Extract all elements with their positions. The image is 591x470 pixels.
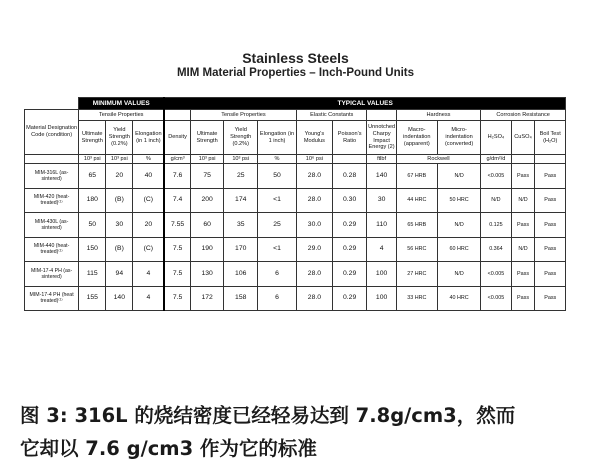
table-cell: N/D	[437, 164, 480, 189]
table-cell: <0.005	[481, 262, 511, 287]
figure-caption-line-2: 它却以 7.6 g/cm3 作为它的标准	[20, 437, 317, 460]
table-cell: 158	[224, 286, 258, 311]
material-cell: MIM-17-4 PH (as-sintered)	[25, 262, 79, 287]
table-cell: (C)	[133, 188, 164, 213]
material-cell: MIM-316L (as-sintered)	[25, 164, 79, 189]
minimum-values-header: MINIMUM VALUES	[79, 98, 165, 110]
ultimate-min-header: Ultimate Strength	[79, 121, 106, 155]
density-header: Density	[164, 121, 190, 155]
table-cell: 190	[190, 237, 224, 262]
yield-min-header: Yield Strength (0.2%)	[106, 121, 133, 155]
table-cell: 28.0	[297, 164, 333, 189]
material-cell: MIM-430L (as-sintered)	[25, 213, 79, 238]
table-cell: 110	[367, 213, 396, 238]
table-cell: 7.5	[164, 286, 190, 311]
table-cell: 20	[133, 213, 164, 238]
table-cell: (B)	[106, 237, 133, 262]
table-cell: 65	[79, 164, 106, 189]
table-cell: N/D	[511, 237, 535, 262]
table-cell: Pass	[511, 286, 535, 311]
table-cell: 140	[106, 286, 133, 311]
table-cell: 28.0	[297, 262, 333, 287]
unit-cell: 10³ psi	[106, 155, 133, 164]
table-cell: 172	[190, 286, 224, 311]
table-row	[25, 188, 566, 213]
table-cell: 50 HRC	[437, 188, 480, 213]
material-cell: MIM-440 (heat-treated)⁽¹⁾	[25, 237, 79, 262]
cuso4-header: CuSO₄	[511, 121, 535, 155]
table-cell: <0.005	[481, 286, 511, 311]
youngs-modulus-header: Young's Modulus	[297, 121, 333, 155]
unit-cell: %	[258, 155, 297, 164]
table-cell: 28.0	[297, 286, 333, 311]
material-cell: MIM-420 (heat-treated)⁽¹⁾	[25, 188, 79, 213]
table-cell: 0.29	[332, 213, 367, 238]
table-cell: 140	[367, 164, 396, 189]
table-cell: N/D	[511, 188, 535, 213]
table-cell: 0.28	[332, 164, 367, 189]
table-cell: 0.364	[481, 237, 511, 262]
table-cell: 56 HRC	[396, 237, 437, 262]
table-cell: 67 HRB	[396, 164, 437, 189]
table-cell: 28.0	[297, 188, 333, 213]
table-cell: 94	[106, 262, 133, 287]
table-cell: 7.6	[164, 164, 190, 189]
table-cell: 0.29	[332, 286, 367, 311]
elongation-min-header: Elongation (in 1 inch)	[133, 121, 164, 155]
micro-indentation-header: Micro-indentation (converted)	[437, 121, 480, 155]
table-cell: 130	[190, 262, 224, 287]
table-cell: 20	[106, 164, 133, 189]
table-cell: 100	[367, 286, 396, 311]
table-cell: 100	[367, 262, 396, 287]
table-cell: 174	[224, 188, 258, 213]
table-cell: 35	[224, 213, 258, 238]
macro-indentation-header: Macro-indentation (apparent)	[396, 121, 437, 155]
table-cell: 40	[133, 164, 164, 189]
table-cell: Pass	[535, 286, 566, 311]
table-cell: 6	[258, 286, 297, 311]
unit-cell: Rockwell	[396, 155, 481, 164]
table-cell: 60	[190, 213, 224, 238]
table-row	[25, 213, 566, 238]
table-cell: Pass	[511, 213, 535, 238]
yield-typ-header: Yield Strength (0.2%)	[224, 121, 258, 155]
table-cell: 6	[258, 262, 297, 287]
table-cell: (B)	[106, 188, 133, 213]
table-cell: 75	[190, 164, 224, 189]
table-cell: 50	[258, 164, 297, 189]
boil-test-header: Boil Test (H₂O)	[535, 121, 566, 155]
table-cell: 170	[224, 237, 258, 262]
hardness-group: Hardness	[396, 110, 481, 121]
elastic-group: Elastic Constants	[297, 110, 367, 121]
unit-cell: 10³ psi	[79, 155, 106, 164]
table-cell: 4	[133, 262, 164, 287]
tensile-min-group: Tensile Properties	[79, 110, 165, 121]
table-cell: <1	[258, 237, 297, 262]
unit-cell: g/cm³	[164, 155, 190, 164]
table-cell: 7.55	[164, 213, 190, 238]
charpy-header: Unnotched Charpy Impact Energy (2)	[367, 121, 396, 155]
h2so4-header: H₂SO₄	[481, 121, 511, 155]
table-cell: 7.5	[164, 262, 190, 287]
table-cell: 60 HRC	[437, 237, 480, 262]
table-cell: N/D	[481, 188, 511, 213]
table-cell: N/D	[437, 262, 480, 287]
table-cell: 155	[79, 286, 106, 311]
table-cell: 4	[367, 237, 396, 262]
table-cell: 0.29	[332, 237, 367, 262]
table-cell: (C)	[133, 237, 164, 262]
table-cell: 7.4	[164, 188, 190, 213]
table-cell: 106	[224, 262, 258, 287]
tensile-typ-group: Tensile Properties	[190, 110, 296, 121]
unit-cell: 10³ psi	[224, 155, 258, 164]
unit-cell: %	[133, 155, 164, 164]
table-cell: 50	[79, 213, 106, 238]
document-title: Stainless Steels	[242, 50, 349, 66]
table-cell: 65 HRB	[396, 213, 437, 238]
table-cell: 200	[190, 188, 224, 213]
table-row	[25, 237, 566, 262]
table-cell: <0.005	[481, 164, 511, 189]
table-cell: 180	[79, 188, 106, 213]
table-cell: 0.29	[332, 262, 367, 287]
table-cell: Pass	[535, 237, 566, 262]
corrosion-group: Corrosion Resistance	[481, 110, 566, 121]
table-cell: 25	[258, 213, 297, 238]
typical-values-header: TYPICAL VALUES	[164, 98, 565, 110]
table-cell: N/D	[437, 213, 480, 238]
table-cell: 30.0	[297, 213, 333, 238]
table-cell: 0.125	[481, 213, 511, 238]
table-cell: 30	[106, 213, 133, 238]
table-cell: 0.30	[332, 188, 367, 213]
unit-cell: ftlbf	[367, 155, 396, 164]
table-cell: 44 HRC	[396, 188, 437, 213]
table-row	[25, 262, 566, 287]
figure-caption-line-1: 图 3: 316L 的烧结密度已经轻易达到 7.8g/cm3，然而	[20, 404, 516, 427]
table-row	[25, 286, 566, 311]
table-cell: 25	[224, 164, 258, 189]
ultimate-typ-header: Ultimate Strength	[190, 121, 224, 155]
table-cell: 115	[79, 262, 106, 287]
table-cell: 33 HRC	[396, 286, 437, 311]
table-cell: 27 HRC	[396, 262, 437, 287]
table-cell: Pass	[511, 262, 535, 287]
unit-cell: 10⁶ psi	[297, 155, 333, 164]
material-cell: MIM-17-4 PH (heat treated)⁽¹⁾	[25, 286, 79, 311]
table-row	[25, 164, 566, 189]
unit-cell: g/dm²/d	[481, 155, 511, 164]
elongation-typ-header: Elongation (in 1 inch)	[258, 121, 297, 155]
table-cell: Pass	[511, 164, 535, 189]
table-cell: Pass	[535, 213, 566, 238]
table-cell: 4	[133, 286, 164, 311]
table-cell: Pass	[535, 188, 566, 213]
poissons-ratio-header: Poisson's Ratio	[332, 121, 367, 155]
document-subtitle: MIM Material Properties – Inch-Pound Units	[176, 67, 415, 79]
table-cell: 7.5	[164, 237, 190, 262]
table-cell: 30	[367, 188, 396, 213]
table-cell: 40 HRC	[437, 286, 480, 311]
table-cell: 150	[79, 237, 106, 262]
unit-cell: 10³ psi	[190, 155, 224, 164]
material-header: Material Designation Code (condition)	[25, 110, 79, 155]
table-cell: Pass	[535, 262, 566, 287]
table-cell: <1	[258, 188, 297, 213]
table-cell: Pass	[535, 164, 566, 189]
properties-table	[24, 97, 566, 311]
table-cell: 29.0	[297, 237, 333, 262]
